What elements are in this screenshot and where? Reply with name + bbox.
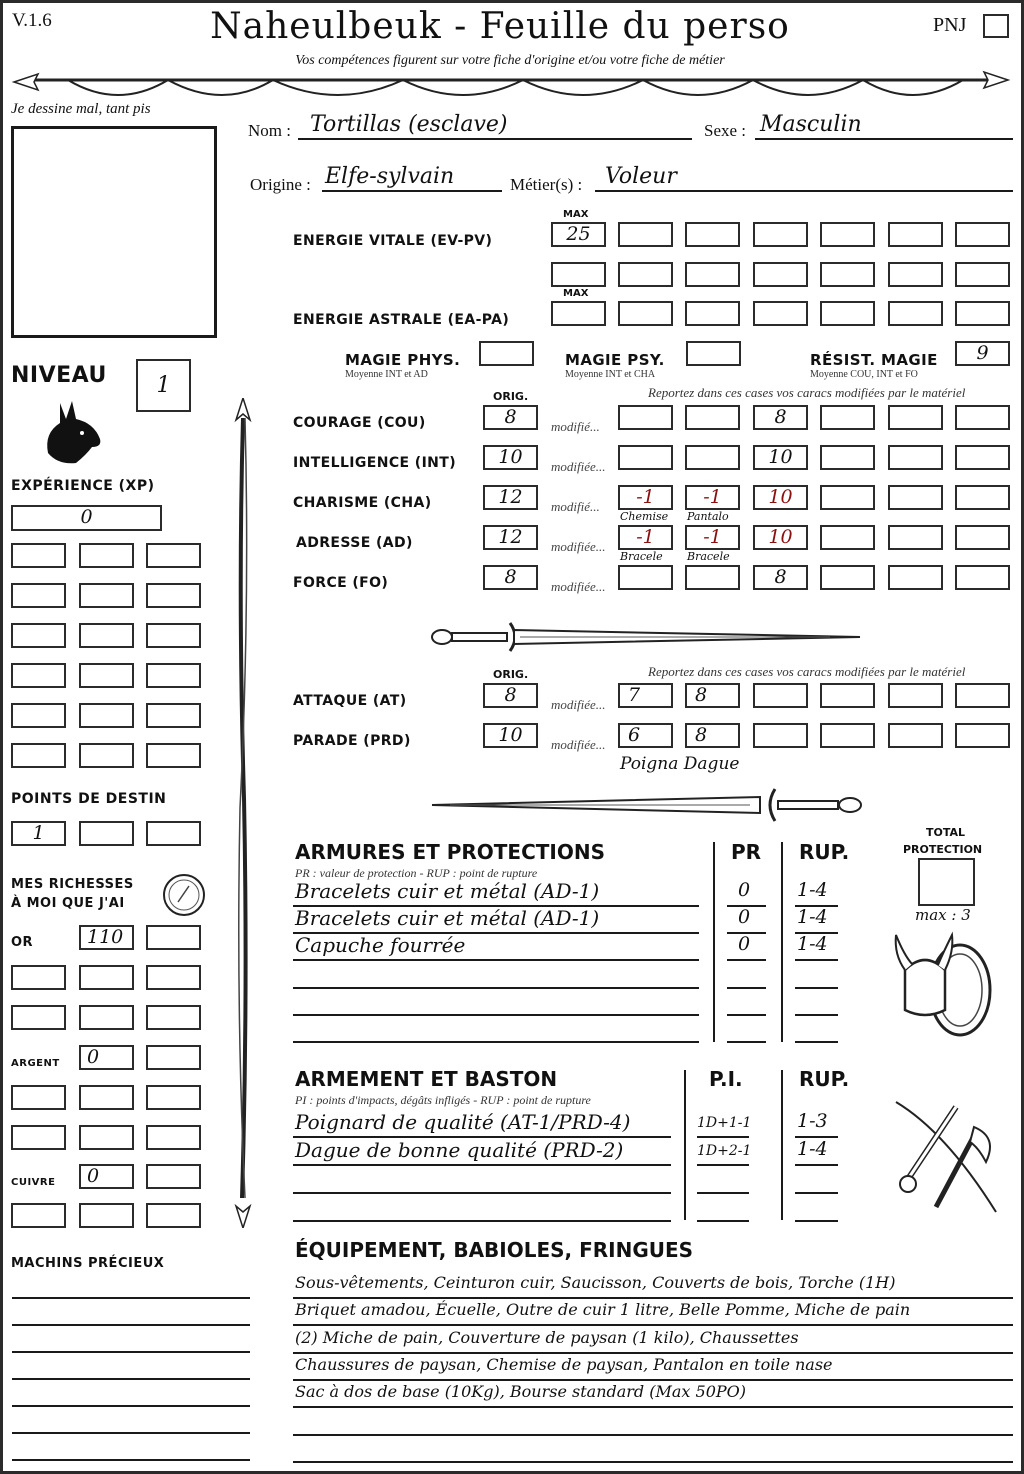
ea-max-box[interactable] bbox=[551, 301, 606, 326]
ea-label: ENERGIE ASTRALE (EA-PA) bbox=[293, 312, 510, 328]
resist-magie-note: Moyenne COU, INT et FO bbox=[810, 369, 918, 380]
or-extra-box[interactable] bbox=[11, 965, 66, 990]
carac-modified-box[interactable] bbox=[820, 405, 875, 430]
armor-rup[interactable]: 1-4 bbox=[797, 906, 828, 928]
carac-modified-label: modifié... bbox=[551, 419, 600, 434]
carac-modifier-source: Pantalo bbox=[687, 510, 729, 523]
argent-box[interactable]: 0 bbox=[79, 1045, 134, 1070]
xp-label: EXPÉRIENCE (XP) bbox=[11, 478, 155, 494]
portrait-drawing-area[interactable] bbox=[11, 126, 217, 338]
combat-modified-label: modifiée... bbox=[551, 697, 606, 712]
equipment-line bbox=[293, 1461, 1013, 1463]
combat-modified-box[interactable]: 8 bbox=[685, 723, 740, 748]
machins-label: MACHINS PRÉCIEUX bbox=[11, 1256, 165, 1271]
equipment-item[interactable]: Briquet amadou, Écuelle, Outre de cuir 1 litre, Belle Pomme, Miche de pain bbox=[295, 1300, 911, 1320]
dragon-icon bbox=[42, 393, 106, 465]
machins-line[interactable] bbox=[12, 1297, 250, 1299]
carac-modified-box[interactable] bbox=[955, 565, 1010, 590]
total-protection-label-1: TOTAL bbox=[926, 826, 966, 839]
total-protection-box[interactable] bbox=[918, 858, 975, 906]
pnj-checkbox[interactable] bbox=[983, 14, 1009, 38]
xp-box[interactable] bbox=[79, 743, 134, 768]
combat-orig-label: ORIG. bbox=[493, 668, 529, 681]
weapon-rup-line bbox=[795, 1192, 838, 1194]
ev-max-box[interactable]: 25 bbox=[551, 222, 606, 247]
combat-modified-box[interactable]: 7 bbox=[618, 683, 673, 708]
carac-modified-box[interactable]: 10 bbox=[753, 485, 808, 510]
equipment-title: ÉQUIPEMENT, BABIOLES, FRINGUES bbox=[295, 1238, 694, 1262]
armor-pr-line bbox=[727, 959, 766, 961]
niveau-box[interactable]: 1 bbox=[136, 359, 191, 412]
ea-max-label: MAX bbox=[563, 288, 589, 299]
weapon-rup[interactable]: 1-3 bbox=[797, 1110, 828, 1132]
magie-phys-label: MAGIE PHYS. bbox=[345, 351, 461, 369]
magie-psy-box[interactable] bbox=[686, 341, 741, 366]
ea-box[interactable] bbox=[888, 301, 943, 326]
weapon-rup-line bbox=[795, 1220, 838, 1222]
weapons-title: ARMEMENT ET BASTON bbox=[295, 1067, 558, 1091]
carac-label: CHARISME (CHA) bbox=[293, 495, 432, 511]
equipment-item[interactable]: Chaussures de paysan, Chemise de paysan, Pantalon en toile nase bbox=[295, 1354, 833, 1374]
ev-box[interactable] bbox=[618, 262, 673, 287]
carac-modified-box[interactable]: 10 bbox=[753, 525, 808, 550]
carac-modified-box[interactable] bbox=[955, 525, 1010, 550]
weapons-pi-header: P.I. bbox=[709, 1067, 743, 1091]
richesses-label-1: MES RICHESSES bbox=[11, 877, 134, 892]
ev-box[interactable] bbox=[685, 262, 740, 287]
sword-icon bbox=[430, 785, 880, 825]
nom-label: Nom : bbox=[248, 121, 291, 140]
carac-modified-box[interactable] bbox=[888, 525, 943, 550]
combat-orig-box[interactable]: 10 bbox=[483, 723, 538, 748]
ev-label: ENERGIE VITALE (EV-PV) bbox=[293, 233, 493, 249]
carac-label: INTELLIGENCE (INT) bbox=[293, 455, 457, 471]
or-label: OR bbox=[11, 935, 34, 950]
ev-box[interactable] bbox=[820, 222, 875, 247]
or-extra-box[interactable] bbox=[79, 1005, 134, 1030]
xp-box[interactable] bbox=[11, 703, 66, 728]
weapons-divider-2 bbox=[781, 1070, 783, 1220]
combat-modified-label: modifiée... bbox=[551, 737, 606, 752]
or-extra-box[interactable] bbox=[79, 965, 134, 990]
metier-value[interactable]: Voleur bbox=[605, 164, 677, 189]
combat-label: ATTAQUE (AT) bbox=[293, 693, 407, 709]
equipment-line bbox=[293, 1434, 1013, 1436]
machins-line[interactable] bbox=[12, 1459, 250, 1461]
armor-pr[interactable]: 0 bbox=[738, 906, 751, 928]
magie-psy-note: Moyenne INT et CHA bbox=[565, 369, 656, 380]
xp-box[interactable] bbox=[79, 703, 134, 728]
xp-box[interactable] bbox=[146, 743, 201, 768]
ev-box[interactable] bbox=[618, 222, 673, 247]
machins-line[interactable] bbox=[12, 1405, 250, 1407]
carac-modified-box[interactable] bbox=[955, 405, 1010, 430]
machins-line[interactable] bbox=[12, 1432, 250, 1434]
carac-label: COURAGE (COU) bbox=[293, 415, 426, 431]
xp-box[interactable] bbox=[11, 663, 66, 688]
total-protection-max: max : 3 bbox=[915, 906, 971, 924]
armor-rup-line bbox=[795, 959, 838, 961]
niveau-label: NIVEAU bbox=[11, 363, 107, 388]
armor-line bbox=[293, 959, 699, 961]
carac-modified-box[interactable] bbox=[955, 485, 1010, 510]
carac-modified-box[interactable] bbox=[888, 405, 943, 430]
weapon-name[interactable]: Dague de bonne qualité (PRD-2) bbox=[295, 1138, 624, 1162]
carac-modified-box[interactable]: -1 bbox=[618, 485, 673, 510]
combat-modified-box[interactable] bbox=[820, 683, 875, 708]
weapons-note: PI : points d'impacts, dégâts infligés - RUP : point de rupture bbox=[295, 1093, 591, 1107]
armor-rup-header: RUP. bbox=[799, 840, 850, 864]
xp-box[interactable] bbox=[11, 543, 66, 568]
weapon-pi-line bbox=[697, 1164, 749, 1166]
cuivre-extra-box[interactable] bbox=[146, 1203, 201, 1228]
armor-line bbox=[293, 987, 699, 989]
caracs-report-note: Reportez dans ces cases vos caracs modifiées par le matériel bbox=[648, 385, 966, 400]
machins-line[interactable] bbox=[12, 1324, 250, 1326]
carac-modified-box[interactable] bbox=[685, 565, 740, 590]
metier-label: Métier(s) : bbox=[510, 175, 583, 194]
carac-modified-label: modifiée... bbox=[551, 579, 606, 594]
armor-pr-line bbox=[727, 1041, 766, 1043]
armor-rup-line bbox=[795, 1041, 838, 1043]
origine-value[interactable]: Elfe-sylvain bbox=[325, 164, 455, 189]
combat-modified-box[interactable]: 8 bbox=[685, 683, 740, 708]
ev-box[interactable] bbox=[888, 222, 943, 247]
armor-pr-header: PR bbox=[731, 840, 762, 864]
carac-modified-box[interactable] bbox=[955, 445, 1010, 470]
ev-box[interactable] bbox=[820, 262, 875, 287]
carac-modified-label: modifiée... bbox=[551, 539, 606, 554]
metier-underline bbox=[595, 190, 1013, 192]
magie-psy-label: MAGIE PSY. bbox=[565, 351, 665, 369]
carac-label: FORCE (FO) bbox=[293, 575, 389, 591]
ea-box[interactable] bbox=[955, 301, 1010, 326]
resist-magie-label: RÉSIST. MAGIE bbox=[810, 351, 938, 369]
sword-icon bbox=[430, 617, 880, 657]
combat-modified-box[interactable] bbox=[888, 683, 943, 708]
destin-box-1[interactable]: 1 bbox=[11, 821, 66, 846]
carac-modified-label: modifié... bbox=[551, 499, 600, 514]
xp-box[interactable] bbox=[79, 663, 134, 688]
carac-modified-box[interactable] bbox=[888, 565, 943, 590]
carac-modified-box[interactable] bbox=[820, 485, 875, 510]
cuivre-label: CUIVRE bbox=[11, 1177, 56, 1188]
combat-modified-box[interactable] bbox=[820, 723, 875, 748]
xp-box[interactable] bbox=[146, 663, 201, 688]
sexe-underline bbox=[755, 138, 1013, 140]
equipment-line bbox=[293, 1406, 1013, 1408]
argent-label: ARGENT bbox=[11, 1058, 60, 1069]
ev-box[interactable] bbox=[685, 222, 740, 247]
carac-orig-box[interactable]: 12 bbox=[483, 525, 538, 550]
carac-modified-box[interactable]: 10 bbox=[753, 445, 808, 470]
nom-value[interactable]: Tortillas (esclave) bbox=[310, 112, 508, 137]
page-title: Naheulbeuk - Feuille du perso bbox=[210, 6, 790, 47]
cuivre-box[interactable]: 0 bbox=[79, 1164, 134, 1189]
armor-pr-line bbox=[727, 1014, 766, 1016]
cuivre-extra-box[interactable] bbox=[11, 1203, 66, 1228]
ev-box[interactable] bbox=[955, 222, 1010, 247]
armor-rup[interactable]: 1-4 bbox=[797, 933, 828, 955]
cuivre-extra-box[interactable] bbox=[79, 1203, 134, 1228]
carac-modified-box[interactable] bbox=[820, 565, 875, 590]
total-protection-label-2: PROTECTION bbox=[903, 843, 983, 856]
ev-box[interactable] bbox=[955, 262, 1010, 287]
carac-modified-box[interactable]: -1 bbox=[685, 525, 740, 550]
weapon-pi-line bbox=[697, 1220, 749, 1222]
weapons-rup-header: RUP. bbox=[799, 1067, 850, 1091]
carac-modified-box[interactable] bbox=[888, 445, 943, 470]
ev-box[interactable] bbox=[753, 222, 808, 247]
combat-modified-box[interactable] bbox=[753, 683, 808, 708]
carac-modified-box[interactable] bbox=[618, 405, 673, 430]
carac-modified-box[interactable] bbox=[618, 445, 673, 470]
combat-modified-box[interactable] bbox=[753, 723, 808, 748]
weapon-line bbox=[293, 1220, 671, 1222]
or-box-2[interactable] bbox=[146, 925, 201, 950]
helmet-shield-icon bbox=[890, 930, 1000, 1045]
argent-extra-box[interactable] bbox=[146, 1125, 201, 1150]
xp-box[interactable] bbox=[146, 623, 201, 648]
argent-extra-box[interactable] bbox=[146, 1085, 201, 1110]
xp-box[interactable] bbox=[11, 623, 66, 648]
ev-max-label: MAX bbox=[563, 209, 589, 220]
weapon-note: Poigna Dague bbox=[620, 754, 740, 774]
carac-modified-box[interactable] bbox=[820, 525, 875, 550]
combat-modified-box[interactable]: 6 bbox=[618, 723, 673, 748]
armor-divider-1 bbox=[713, 842, 715, 1042]
arrow-banner-icon bbox=[8, 70, 1016, 104]
spear-icon bbox=[228, 398, 258, 1228]
weapon-pi-line bbox=[697, 1136, 749, 1138]
page-subtitle: Vos compétences figurent sur votre fiche d'origine et/ou votre fiche de métier bbox=[295, 53, 725, 68]
weapon-line bbox=[293, 1192, 671, 1194]
destin-box-2[interactable] bbox=[79, 821, 134, 846]
machins-line[interactable] bbox=[12, 1351, 250, 1353]
sexe-value[interactable]: Masculin bbox=[760, 112, 862, 137]
equipment-item[interactable]: Sous-vêtements, Ceinturon cuir, Saucisson, Couverts de bois, Torche (1H) bbox=[295, 1273, 896, 1292]
ev-box[interactable] bbox=[753, 262, 808, 287]
carac-modified-box[interactable]: -1 bbox=[618, 525, 673, 550]
carac-modified-box[interactable] bbox=[685, 405, 740, 430]
armor-divider-2 bbox=[781, 842, 783, 1042]
weapon-pi[interactable]: 1D+1-1 bbox=[697, 1115, 752, 1131]
portrait-caption: Je dessine mal, tant pis bbox=[11, 101, 151, 117]
xp-box[interactable] bbox=[146, 543, 201, 568]
crossed-weapons-icon bbox=[886, 1092, 1001, 1217]
xp-box[interactable] bbox=[79, 623, 134, 648]
weapon-pi[interactable]: 1D+2-1 bbox=[697, 1143, 752, 1159]
weapon-name[interactable]: Poignard de qualité (AT-1/PRD-4) bbox=[295, 1110, 631, 1134]
version-label: V.1.6 bbox=[12, 10, 52, 31]
xp-box[interactable] bbox=[146, 583, 201, 608]
ea-box[interactable] bbox=[753, 301, 808, 326]
machins-line[interactable] bbox=[12, 1378, 250, 1380]
xp-box[interactable] bbox=[146, 703, 201, 728]
weapon-line bbox=[293, 1164, 671, 1166]
equipment-line bbox=[293, 1324, 1013, 1326]
coin-icon bbox=[161, 872, 207, 918]
carac-modified-box[interactable]: 8 bbox=[753, 565, 808, 590]
or-extra-box[interactable] bbox=[146, 965, 201, 990]
pnj-label: PNJ bbox=[933, 14, 967, 36]
xp-box[interactable] bbox=[79, 543, 134, 568]
combat-report-note: Reportez dans ces cases vos caracs modifiées par le matériel bbox=[648, 664, 966, 679]
caracs-orig-label: ORIG. bbox=[493, 390, 529, 403]
xp-box[interactable] bbox=[11, 583, 66, 608]
argent-extra-box[interactable] bbox=[79, 1125, 134, 1150]
carac-modified-label: modifiée... bbox=[551, 459, 606, 474]
equipment-line bbox=[293, 1297, 1013, 1299]
armor-rup-line bbox=[795, 987, 838, 989]
destin-box-3[interactable] bbox=[146, 821, 201, 846]
armor-pr-line bbox=[727, 987, 766, 989]
combat-orig-box[interactable]: 8 bbox=[483, 683, 538, 708]
argent-extra-box[interactable] bbox=[11, 1125, 66, 1150]
origine-label: Origine : bbox=[250, 175, 311, 194]
carac-modified-box[interactable]: -1 bbox=[685, 485, 740, 510]
magie-phys-note: Moyenne INT et AD bbox=[345, 369, 428, 380]
armor-rup-line bbox=[795, 1014, 838, 1016]
armor-rup[interactable]: 1-4 bbox=[797, 879, 828, 901]
weapon-rup[interactable]: 1-4 bbox=[797, 1138, 828, 1160]
xp-box[interactable] bbox=[11, 743, 66, 768]
carac-modified-box[interactable] bbox=[820, 445, 875, 470]
armor-title: ARMURES ET PROTECTIONS bbox=[295, 840, 605, 864]
equipment-line bbox=[293, 1379, 1013, 1381]
destin-label: POINTS DE DESTIN bbox=[11, 791, 167, 807]
carac-modifier-source: Bracele bbox=[687, 550, 730, 563]
ea-box[interactable] bbox=[618, 301, 673, 326]
armor-pr[interactable]: 0 bbox=[738, 933, 751, 955]
ea-box[interactable] bbox=[685, 301, 740, 326]
carac-orig-box[interactable]: 8 bbox=[483, 405, 538, 430]
armor-line bbox=[293, 1014, 699, 1016]
combat-modified-box[interactable] bbox=[955, 723, 1010, 748]
armor-note: PR : valeur de protection - RUP : point de rupture bbox=[295, 866, 538, 880]
ev-box[interactable] bbox=[888, 262, 943, 287]
carac-modified-box[interactable] bbox=[618, 565, 673, 590]
carac-orig-box[interactable]: 12 bbox=[483, 485, 538, 510]
combat-modified-box[interactable] bbox=[955, 683, 1010, 708]
carac-label: ADRESSE (AD) bbox=[296, 535, 413, 551]
nom-underline bbox=[298, 138, 692, 140]
argent-box-2[interactable] bbox=[146, 1045, 201, 1070]
weapons-divider-1 bbox=[684, 1070, 686, 1220]
or-extra-box[interactable] bbox=[11, 1005, 66, 1030]
resist-magie-box[interactable]: 9 bbox=[955, 341, 1010, 366]
carac-modified-box[interactable] bbox=[888, 485, 943, 510]
ea-box[interactable] bbox=[820, 301, 875, 326]
magie-phys-box[interactable] bbox=[479, 341, 534, 366]
or-box[interactable]: 110 bbox=[79, 925, 134, 950]
argent-extra-box[interactable] bbox=[11, 1085, 66, 1110]
armor-pr[interactable]: 0 bbox=[738, 879, 751, 901]
carac-modified-box[interactable]: 8 bbox=[753, 405, 808, 430]
equipment-item[interactable]: Sac à dos de base (10Kg), Bourse standard (Max 50PO) bbox=[295, 1382, 747, 1402]
ev-box[interactable] bbox=[551, 262, 606, 287]
armor-line bbox=[293, 1041, 699, 1043]
argent-extra-box[interactable] bbox=[79, 1085, 134, 1110]
carac-orig-box[interactable]: 10 bbox=[483, 445, 538, 470]
richesses-label-2: À MOI QUE J'AI bbox=[11, 896, 125, 911]
sexe-label: Sexe : bbox=[704, 121, 747, 140]
weapon-pi-line bbox=[697, 1192, 749, 1194]
or-extra-box[interactable] bbox=[146, 1005, 201, 1030]
xp-box[interactable] bbox=[79, 583, 134, 608]
carac-modifier-source: Bracele bbox=[620, 550, 663, 563]
carac-orig-box[interactable]: 8 bbox=[483, 565, 538, 590]
weapon-rup-line bbox=[795, 1164, 838, 1166]
xp-box[interactable]: 0 bbox=[11, 505, 162, 531]
cuivre-box-2[interactable] bbox=[146, 1164, 201, 1189]
origine-underline bbox=[322, 190, 502, 192]
carac-modifier-source: Chemise bbox=[620, 510, 669, 523]
armor-name[interactable]: Capuche fourrée bbox=[295, 933, 466, 957]
carac-modified-box[interactable] bbox=[685, 445, 740, 470]
equipment-item[interactable]: (2) Miche de pain, Couverture de paysan (1 kilo), Chaussettes bbox=[295, 1327, 799, 1347]
equipment-line bbox=[293, 1352, 1013, 1354]
combat-modified-box[interactable] bbox=[888, 723, 943, 748]
armor-name[interactable]: Bracelets cuir et métal (AD-1) bbox=[295, 879, 600, 903]
armor-name[interactable]: Bracelets cuir et métal (AD-1) bbox=[295, 906, 600, 930]
combat-label: PARADE (PRD) bbox=[293, 733, 411, 749]
